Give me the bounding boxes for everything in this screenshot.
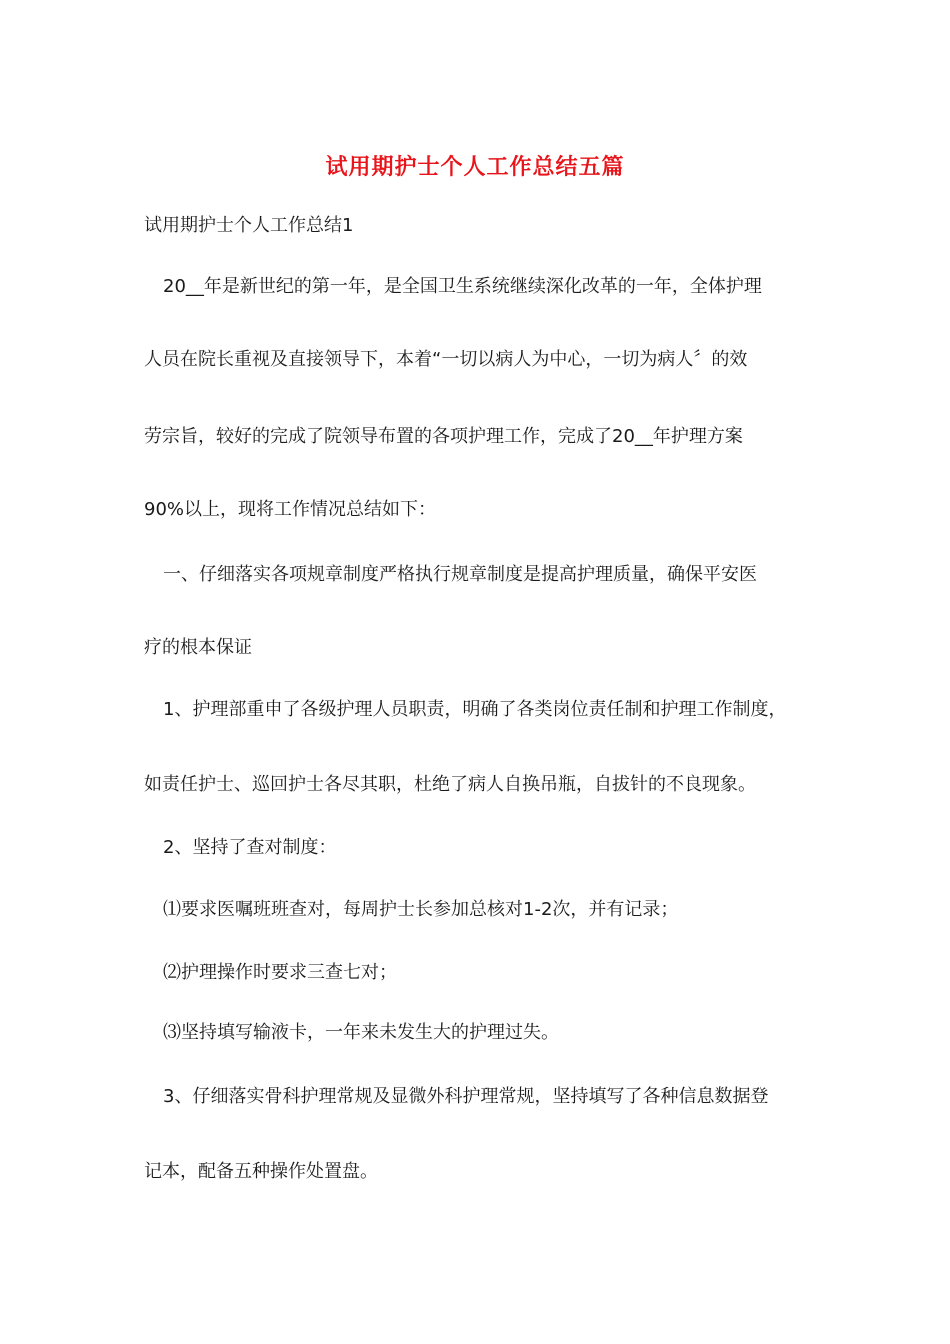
section-heading: 试用期护士个人工作总结1 [144, 215, 354, 236]
document-title: 试用期护士个人工作总结五篇 [325, 155, 625, 180]
paragraph-line: 20__年是新世纪的第一年，是全国卫生系统继续深化改革的一年，全体护理 [163, 276, 762, 297]
paragraph-line: ⑶坚持填写输液卡，一年来未发生大的护理过失。 [163, 1022, 559, 1043]
paragraph-line: 90%以上，现将工作情况总结如下： [144, 499, 437, 520]
paragraph-line: 如责任护士、巡回护士各尽其职，杜绝了病人自换吊瓶，自拔针的不良现象。 [144, 774, 756, 795]
paragraph-line: 疗的根本保证 [144, 637, 252, 658]
paragraph-line: 3、仔细落实骨科护理常规及显微外科护理常规，坚持填写了各种信息数据登 [163, 1086, 769, 1107]
paragraph-line: 一、仔细落实各项规章制度严格执行规章制度是提高护理质量，确保平安医 [163, 564, 757, 585]
paragraph-line: 1、护理部重申了各级护理人员职责，明确了各类岗位责任制和护理工作制度， [163, 699, 787, 720]
paragraph-line: 2、坚持了查对制度： [163, 837, 337, 858]
paragraph-line: ⑴要求医嘱班班查对，每周护士长参加总核对1-2次，并有记录； [163, 899, 679, 920]
paragraph-line: ⑵护理操作时要求三查七对； [163, 962, 397, 983]
paragraph-line: 人员在院长重视及直接领导下，本着“一切以病人为中心，一切为病人〞的效 [144, 349, 748, 370]
paragraph-line: 劳宗旨，较好的完成了院领导布置的各项护理工作，完成了20__年护理方案 [144, 426, 743, 447]
paragraph-line: 记本，配备五种操作处置盘。 [144, 1161, 378, 1182]
